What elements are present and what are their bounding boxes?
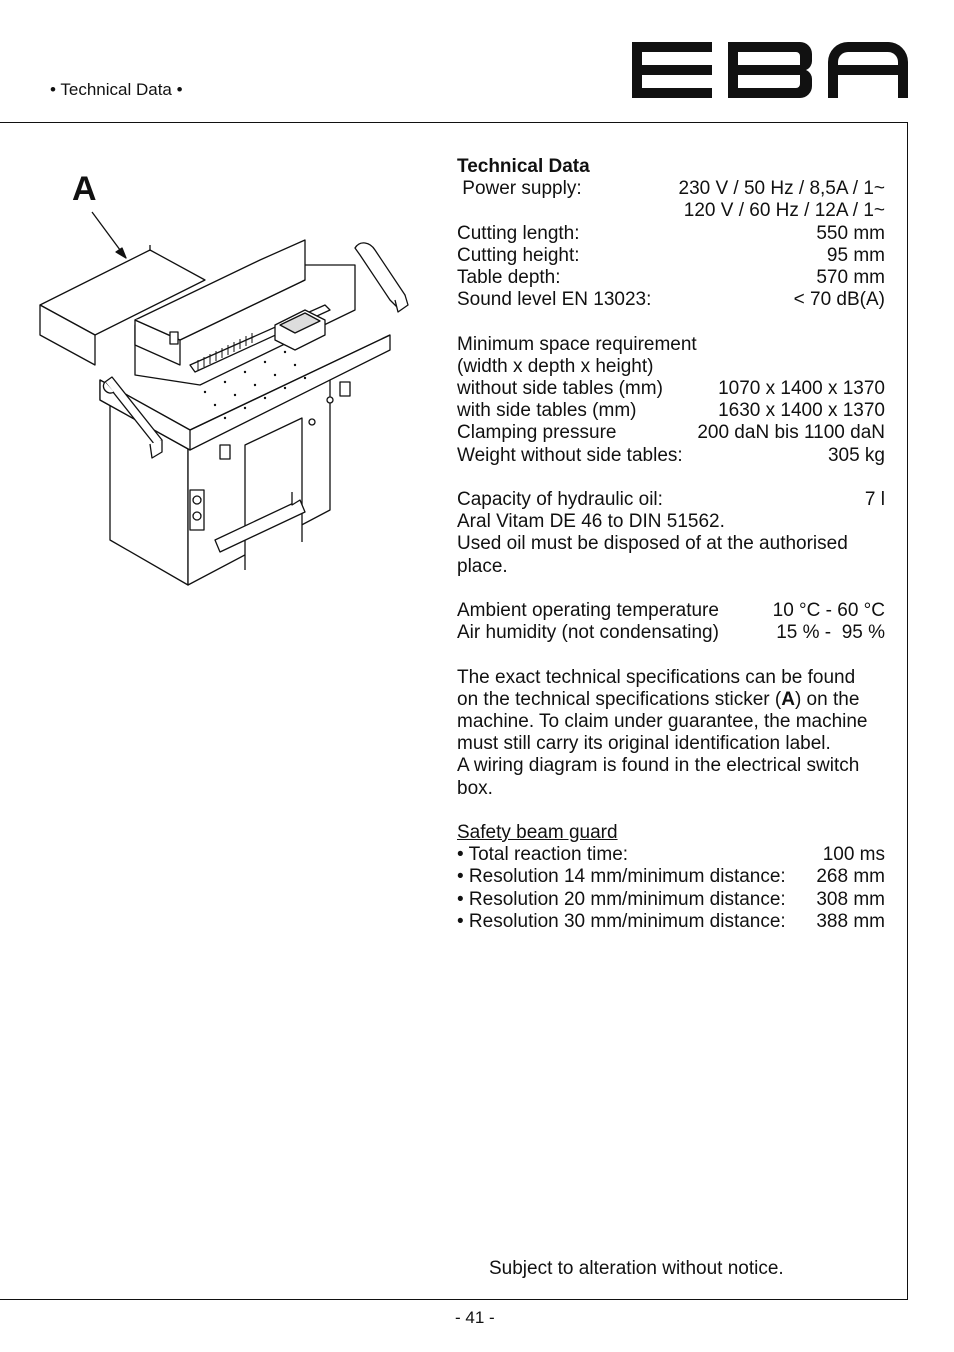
spec-title: Technical Data xyxy=(457,156,590,177)
spec-value: 550 mm xyxy=(816,222,885,244)
eba-logo xyxy=(632,42,908,98)
spec-value: 10 °C - 60 °C xyxy=(772,600,885,622)
spec-row-with-tables xyxy=(457,400,885,422)
paragraph-line: A wiring diagram is found in the electrical switch xyxy=(457,755,860,777)
alteration-notice: Subject to alteration without notice. xyxy=(489,1258,784,1279)
paragraph-line: must still carry its original identification label. xyxy=(457,733,831,755)
paragraph-line: The exact technical specifications can be found xyxy=(457,666,856,688)
spec-row-clamping xyxy=(457,422,885,444)
spec-label: • Resolution 14 mm/minimum distance: xyxy=(457,866,786,888)
spec-label: Air humidity (not condensating) xyxy=(457,622,719,644)
oil-note: place. xyxy=(457,555,508,577)
spec-value: < 70 dB(A) xyxy=(793,289,885,311)
page-number: - 41 - xyxy=(455,1308,495,1327)
safety-row xyxy=(457,844,885,866)
spec-row-oil xyxy=(457,489,885,511)
spec-label: Weight without side tables: xyxy=(457,444,683,466)
spec-value: 268 mm xyxy=(816,866,885,888)
spec-value: 100 ms xyxy=(822,844,885,866)
spec-value: 15 % - 95 % xyxy=(776,622,885,644)
spec-label: Cutting length: xyxy=(457,222,580,244)
spec-value: 1630 x 1400 x 1370 xyxy=(718,400,885,422)
safety-row xyxy=(457,866,885,888)
safety-row xyxy=(457,889,885,911)
figure-label: A xyxy=(72,170,97,208)
spec-label: • Total reaction time: xyxy=(457,844,629,866)
sticker-ref: A xyxy=(781,688,795,710)
paragraph-line: on the technical specifications sticker (A) on the xyxy=(457,688,860,710)
spec-value: 308 mm xyxy=(816,888,885,910)
spec-label: Clamping pressure xyxy=(457,422,617,444)
cutting-machine-illustration xyxy=(30,160,430,600)
oil-note: Used oil must be disposed of at the authorised xyxy=(457,533,848,555)
spec-row-humidity xyxy=(457,622,885,644)
spec-value: 570 mm xyxy=(816,267,885,289)
safety-title: Safety beam guard xyxy=(457,822,618,844)
spec-row-table-depth xyxy=(457,267,885,289)
spec-row-cutting-length xyxy=(457,223,885,245)
spec-label: Capacity of hydraulic oil: xyxy=(457,489,663,511)
safety-row xyxy=(457,911,885,933)
spec-row-without-tables xyxy=(457,378,885,400)
spec-value: 120 V / 60 Hz / 12A / 1~ xyxy=(683,200,885,222)
paragraph-line: box. xyxy=(457,777,493,799)
spec-value: 388 mm xyxy=(816,910,885,932)
space-title: Minimum space requirement xyxy=(457,333,697,355)
spec-row-ambient xyxy=(457,600,885,622)
spec-row-weight xyxy=(457,445,885,467)
spec-label: Ambient operating temperature xyxy=(457,600,719,622)
space-subtitle: (width x depth x height) xyxy=(457,355,654,377)
spec-label: without side tables (mm) xyxy=(457,378,663,400)
oil-type: Aral Vitam DE 46 to DIN 51562. xyxy=(457,511,725,533)
spec-value: 200 daN bis 1100 daN xyxy=(697,422,885,444)
spec-label: Table depth: xyxy=(457,267,561,289)
spec-value: 230 V / 50 Hz / 8,5A / 1~ xyxy=(678,178,885,200)
spec-value: 7 l xyxy=(864,489,885,511)
spec-row-power xyxy=(457,178,885,200)
spec-label: with side tables (mm) xyxy=(457,400,637,422)
spec-value: 1070 x 1400 x 1370 xyxy=(718,378,885,400)
technical-data-block xyxy=(457,156,885,933)
spec-value: 95 mm xyxy=(826,244,885,266)
spec-label: Cutting height: xyxy=(457,244,580,266)
section-label: • Technical Data • xyxy=(50,80,183,99)
spec-row-cutting-height xyxy=(457,245,885,267)
spec-label: Sound level EN 13023: xyxy=(457,289,652,311)
spec-label: • Resolution 20 mm/minimum distance: xyxy=(457,888,786,910)
paragraph-line: machine. To claim under guarantee, the machine xyxy=(457,711,868,733)
spec-row-sound xyxy=(457,289,885,311)
spec-value: 305 kg xyxy=(827,444,885,466)
spec-label: Power supply: xyxy=(457,178,582,200)
spec-label: • Resolution 30 mm/minimum distance: xyxy=(457,910,786,932)
